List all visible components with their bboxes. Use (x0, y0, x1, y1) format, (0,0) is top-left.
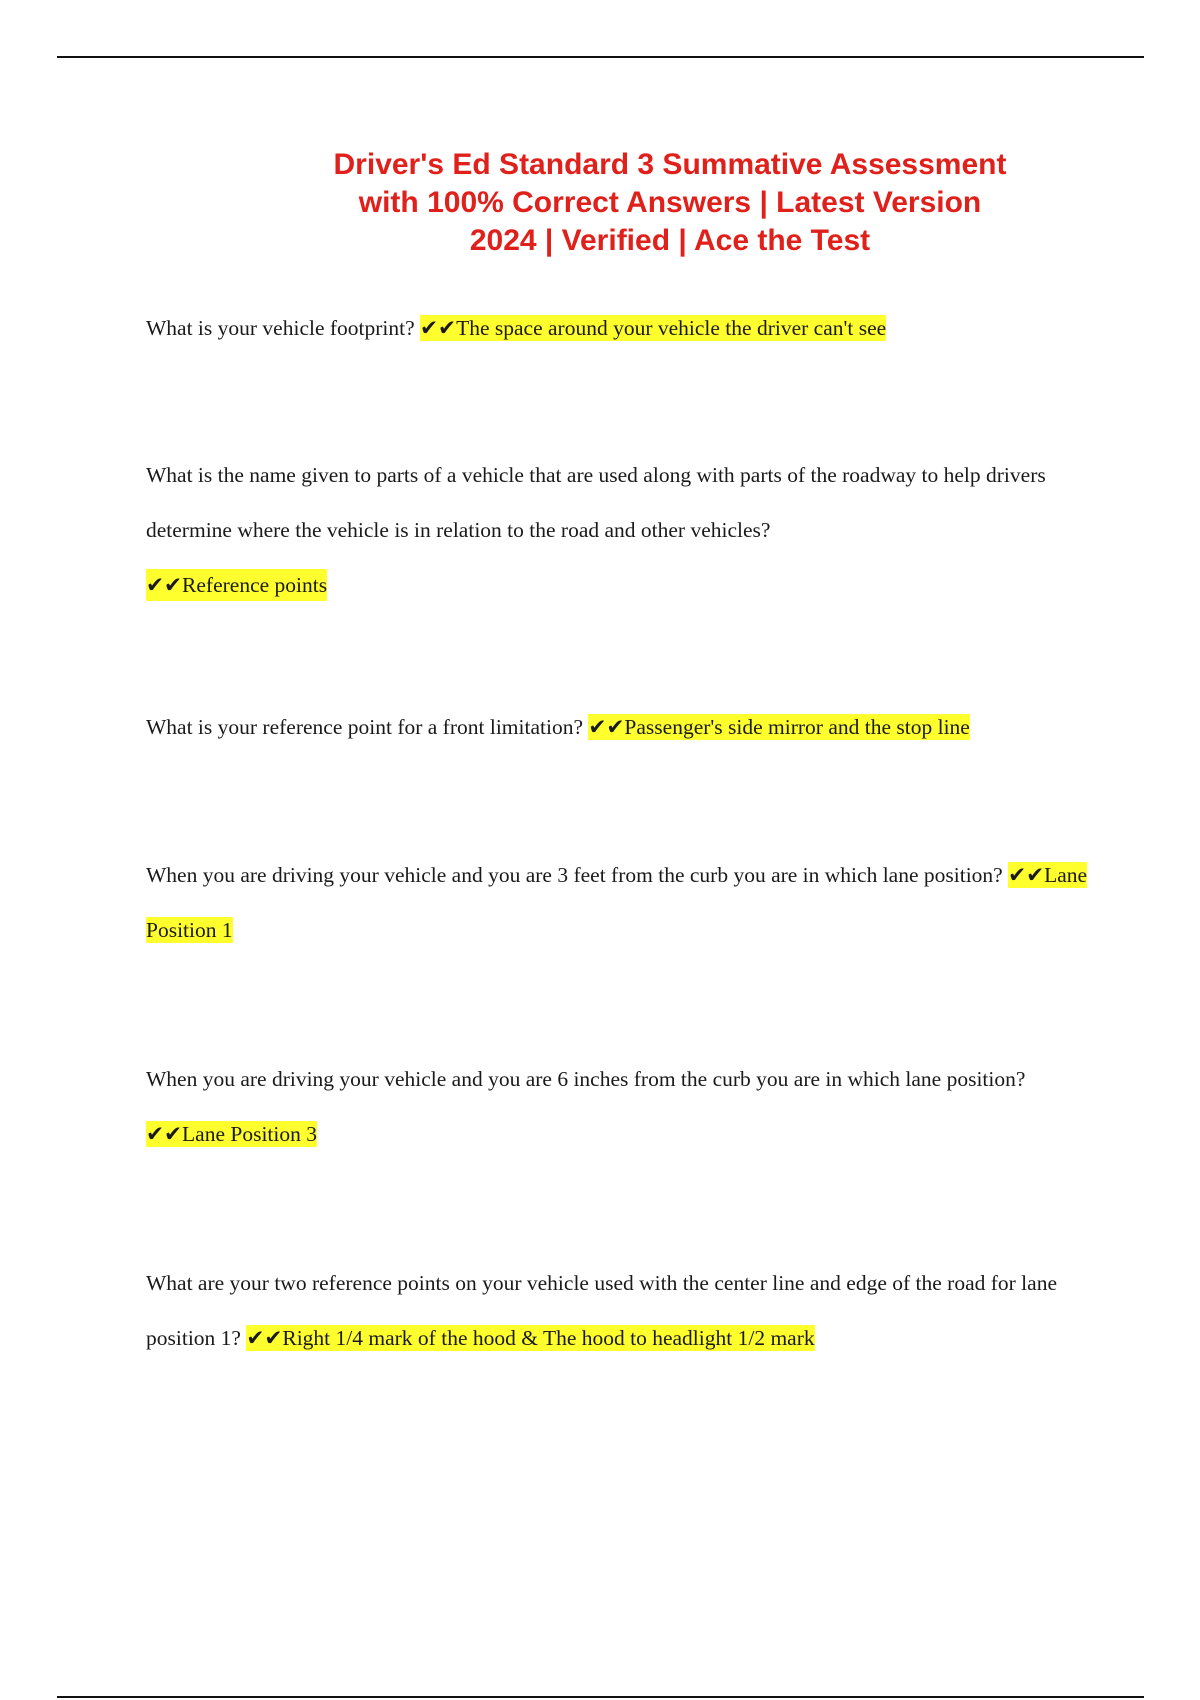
qa-item-4 (146, 848, 1096, 958)
answer-text: ✔✔The space around your vehicle the driver can't see (420, 316, 887, 340)
title-line-1: Driver's Ed Standard 3 Summative Assessment (333, 148, 1007, 181)
question-text: What is your vehicle footprint? (146, 316, 415, 340)
answer-text: ✔✔Passenger's side mirror and the stop line (588, 715, 970, 739)
answer-text: ✔✔Lane Position 1 (146, 863, 1088, 942)
question-text: What is your reference point for a front limitation? (146, 715, 584, 739)
answer-text: ✔✔Lane Position 3 (146, 1122, 317, 1146)
qa-item-3 (146, 697, 1096, 757)
question-text: What is the name given to parts of a vehicle that are used along with parts of the roadway to help drivers determine where the vehicle is in relation to the road and other vehicles? (146, 463, 1046, 542)
question-text: When you are driving your vehicle and you are 3 feet from the curb you are in which lane position? (146, 863, 1003, 887)
qa-item-5 (146, 1052, 1096, 1162)
question-text: When you are driving your vehicle and you are 6 inches from the curb you are in which lane position? (146, 1067, 1026, 1091)
question-text: What are your two reference points on your vehicle used with the center line and edge of the road for lane position 1? (146, 1271, 1057, 1350)
header-rule (57, 56, 1144, 58)
qa-item-2 (146, 448, 1096, 613)
qa-item-1 (146, 298, 1096, 358)
footer-rule (57, 1696, 1144, 1698)
document-title (290, 146, 1050, 260)
qa-item-6 (146, 1256, 1096, 1366)
title-line-2: with 100% Correct Answers | Latest Version (358, 186, 982, 219)
answer-text: ✔✔Right 1/4 mark of the hood & The hood to headlight 1/2 mark (246, 1326, 815, 1350)
answer-text: ✔✔Reference points (146, 569, 327, 601)
title-line-3: 2024 | Verified | Ace the Test (469, 224, 871, 257)
